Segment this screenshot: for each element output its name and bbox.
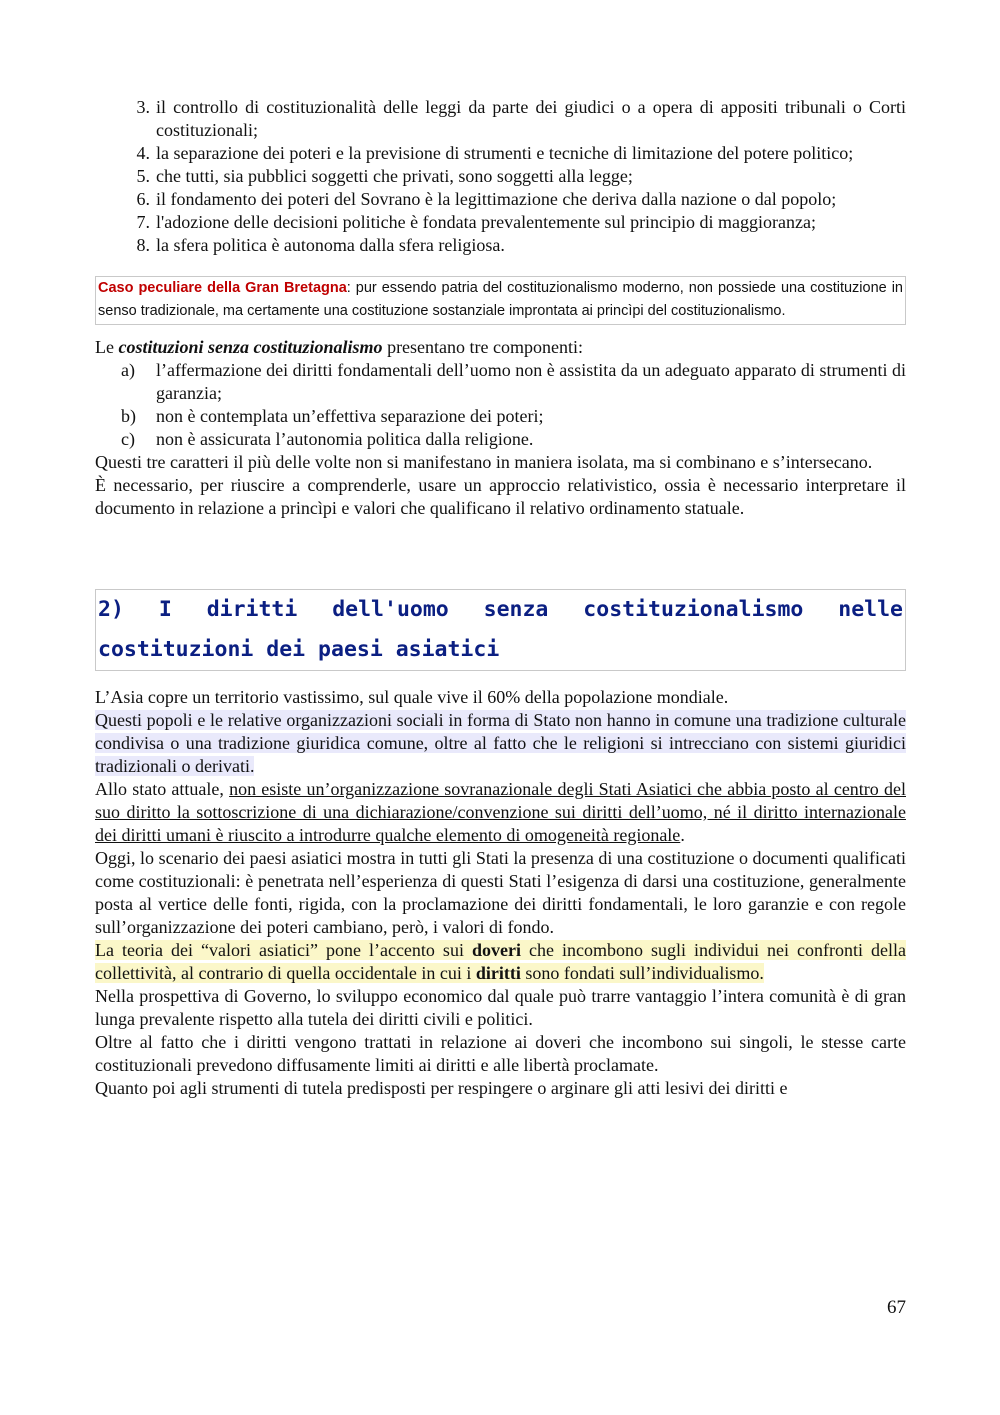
callout-label: Caso peculiare della Gran Bretagna xyxy=(98,280,347,296)
paragraph-text: Allo stato attuale, xyxy=(95,779,230,799)
callout-text: : pur essendo patria del costituzionalismo moderno, non possiede una costituzione in senso tradizionale, ma certamente una costituzione sostanziale improntata ai princìpi del costituzionalismo. xyxy=(98,280,903,319)
paragraph-highlighted xyxy=(95,709,906,778)
list-letter: c) xyxy=(121,429,135,449)
intro-text: Le xyxy=(95,337,119,357)
list-item xyxy=(95,428,906,451)
list-text: non è assicurata l’autonomia politica dalla religione. xyxy=(156,429,534,449)
list-number: 6. xyxy=(136,189,150,209)
list-text: che tutti, sia pubblici soggetti che privati, sono soggetti alla legge; xyxy=(156,166,633,186)
highlighted-text xyxy=(95,940,906,983)
list-number: 4. xyxy=(136,143,150,163)
section-body xyxy=(95,686,906,1100)
section-heading: 2) I diritti dell'uomo senza costituzionalismo nelle costituzioni dei paesi asiatici xyxy=(95,589,906,671)
list-number: 7. xyxy=(136,212,150,232)
paragraph-highlighted xyxy=(95,939,906,985)
paragraph: Quanto poi agli strumenti di tutela predisposti per respingere o arginare gli atti lesivi dei diritti e xyxy=(95,1078,788,1098)
list-item xyxy=(95,359,906,405)
paragraph-text: La teoria dei “valori asiatici” pone l’accento sui xyxy=(95,940,472,960)
list-item xyxy=(95,142,906,165)
list-text: la sfera politica è autonoma dalla sfera religiosa. xyxy=(156,235,505,255)
intro-emphasis: costituzioni senza costituzionalismo xyxy=(118,337,383,357)
highlighted-text: Questi popoli e le relative organizzazioni sociali in forma di Stato non hanno in comune una tradizione culturale condivisa o una tradizione giuridica comune, oltre al fatto che le religioni si intrecciano con sistemi giuridici tradizionali o derivati. xyxy=(95,710,906,776)
intro-text: presentano tre componenti: xyxy=(382,337,583,357)
paragraph: È necessario, per riuscire a comprenderle, usare un approccio relativistico, ossia è necessario interpretare il documento in relazione a princìpi e valori che qualificano il relativo ordinamento statuale. xyxy=(95,475,906,518)
page-number: 67 xyxy=(887,1297,906,1318)
list-text: l’affermazione dei diritti fondamentali dell’uomo non è assistita da un adeguato apparato di strumenti di garanzia; xyxy=(156,360,906,403)
list-item xyxy=(95,234,906,257)
paragraph-text: che incombono sugli individui nei confronti della collettività, al contrario di quella occidentale in cui i xyxy=(95,940,907,983)
paragraph-text: sono fondati sull’individualismo. xyxy=(520,963,764,983)
paragraph-text: . xyxy=(680,825,685,845)
list-item xyxy=(95,188,906,211)
paragraph: Oggi, lo scenario dei paesi asiatici mostra in tutti gli Stati la presenza di una costituzione o documenti qualificati come costituzionali: è penetrata nell’esperienza di questi Stati l’esigenza di darsi una costituzione, generalmente posta al vertice delle fonti, rigida, con la proclamazione dei diritti fondamentali, le loro garanzie e con regole sull’organizzazione dei poteri cambiano, però, i valori di fondo. xyxy=(95,848,906,937)
paragraph: Questi tre caratteri il più delle volte non si manifestano in maniera isolata, ma si combinano e s’intersecano. xyxy=(95,452,873,472)
list-item xyxy=(95,96,906,142)
document-page xyxy=(95,96,906,1100)
callout-box xyxy=(95,276,906,325)
paragraph xyxy=(95,778,906,847)
list-letter: b) xyxy=(121,406,136,426)
intro-paragraph xyxy=(95,336,906,359)
list-item xyxy=(95,211,906,234)
paragraph: L’Asia copre un territorio vastissimo, sul quale vive il 60% della popolazione mondiale. xyxy=(95,687,729,707)
list-text: non è contemplata un’effettiva separazione dei poteri; xyxy=(156,406,544,426)
list-number: 3. xyxy=(136,97,150,117)
lettered-list xyxy=(95,359,906,451)
bold-term: doveri xyxy=(471,940,521,960)
list-number: 5. xyxy=(136,166,150,186)
list-letter: a) xyxy=(121,360,135,380)
list-text: l'adozione delle decisioni politiche è fondata prevalentemente sul principio di maggioranza; xyxy=(156,212,817,232)
bold-term: diritti xyxy=(475,963,521,983)
list-text: il controllo di costituzionalità delle leggi da parte dei giudici o a opera di appositi tribunali o Corti costituzionali; xyxy=(156,97,906,140)
paragraph: Oltre al fatto che i diritti vengono trattati in relazione ai doveri che incombono sui singoli, le stesse carte costituzionali prevedono diffusamente limiti ai diritti e alle libertà proclamate. xyxy=(95,1032,906,1075)
list-item xyxy=(95,165,906,188)
numbered-list xyxy=(95,96,906,257)
list-text: il fondamento dei poteri del Sovrano è la legittimazione che deriva dalla nazione o dal popolo; xyxy=(156,189,837,209)
underlined-text: non esiste un’organizzazione sovranazionale degli Stati Asiatici che abbia posto al centro del suo diritto la sottoscrizione di una dichiarazione/convenzione sui diritti dell’uomo, né il diritto internazionale dei diritti umani è riuscito a introdurre qualche elemento di omogeneità regionale xyxy=(95,779,906,845)
list-number: 8. xyxy=(136,235,150,255)
list-text: la separazione dei poteri e la previsione di strumenti e tecniche di limitazione del potere politico; xyxy=(156,143,854,163)
paragraph: Nella prospettiva di Governo, lo sviluppo economico dal quale può trarre vantaggio l’intera comunità è di gran lunga prevalente rispetto alla tutela dei diritti civili e politici. xyxy=(95,986,906,1029)
list-item xyxy=(95,405,906,428)
